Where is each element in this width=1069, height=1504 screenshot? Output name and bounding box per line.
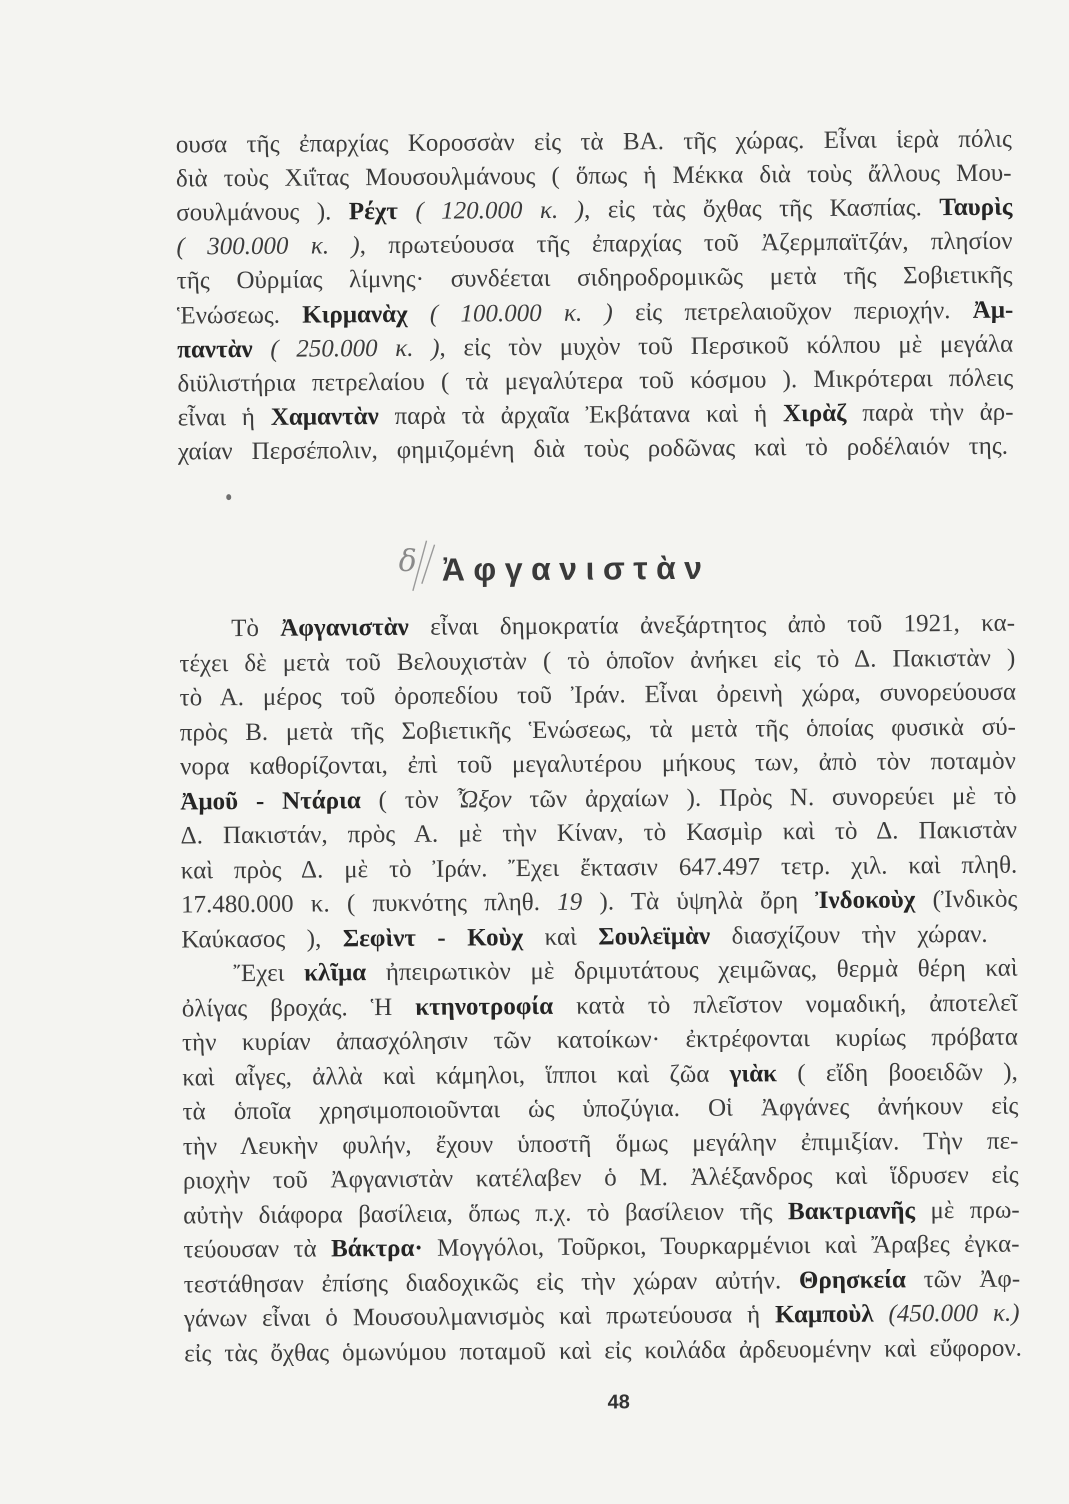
italic-figure: 19 — [557, 888, 583, 916]
text-line — [233, 954, 1017, 989]
text-run: ουσα τῆς ἐπαρχίας Κοροσσὰν εἰς τὰ ΒΑ. τῆς χώρας. Εἶναι ἱερὰ πόλις — [175, 125, 1012, 159]
text-run: διὰ τοὺς Χιΐτας Μουσουλμάνους ( ὅπως ἡ Μέκκα διὰ τοὺς ἄλλους Μου- — [175, 159, 1012, 193]
text-run: , πρωτεύουσα τῆς ἐπαρχίας τοῦ Ἀζερμπαϊτζάν, πλησίον — [359, 227, 1013, 260]
text-line — [183, 1230, 1019, 1266]
text-run: σουλμάνους ). — [176, 198, 349, 227]
text-line — [180, 781, 1016, 817]
bold-term: Κιρμανὰχ — [302, 300, 408, 329]
bold-term: Ἀμοῦ - Ντάρια — [180, 786, 361, 815]
text-run: μὲ πρω- — [914, 1196, 1020, 1224]
text-line — [183, 1161, 1019, 1197]
text-run: νορα καθορίζονται, ἐπὶ τοῦ μεγαλυτέρου μήκους των, ἀπὸ τὸν ποταμὸν — [180, 747, 1016, 781]
text-line — [180, 747, 1016, 783]
bold-term: κτηνοτροφία — [415, 992, 554, 1021]
text-line — [176, 193, 1012, 229]
text-run: τῆς Οὐρμίας λίμνης· συνδέεται σιδηροδρομικῶς μετὰ τῆς Σοβιετικῆς — [176, 262, 1013, 295]
text-run: Ἑνώσεως. — [176, 301, 303, 329]
italic-figure: ( 100.000 κ. ) — [407, 298, 613, 328]
bold-term: Σουλεϊμὰν — [598, 922, 711, 951]
text-line — [176, 227, 1012, 263]
text-run: κατὰ τὸ πλεῖστον νομαδική, ἀποτελεῖ — [553, 989, 1018, 1020]
text-run: ( τὸν — [360, 786, 457, 814]
text-line — [182, 1092, 1018, 1128]
text-run: εἰς πετρελαιοῦχον περιοχήν. — [612, 296, 973, 326]
bold-term: γιὰκ — [729, 1059, 778, 1088]
text-run: 17.480.000 κ. ( πυκνότης πληθ. — [180, 888, 558, 919]
annotation-letter: δ — [398, 543, 417, 579]
text-run: πρὸς Β. μετὰ τῆς Σοβιετικῆς Ἑνώσεως, τὰ μετὰ τῆς ὁποίας φυσικὰ σύ- — [179, 713, 1017, 746]
text-run: τεστάθησαν ἐπίσης διαδοχικῶς εἰς τὴν χώραν αὐτήν. — [183, 1266, 800, 1298]
text-run: παρὰ τὰ ἀρχαῖα Ἐκβάτανα καὶ ἡ — [378, 400, 784, 430]
bold-term: Βάκτρα· — [330, 1234, 423, 1263]
text-line — [184, 1333, 1022, 1369]
text-run: διασχίζουν τὴν χώραν. — [710, 920, 988, 950]
text-run: τὸ Α. μέρος τοῦ ὀροπεδίου τοῦ Ἰράν. Εἶναι ὀρεινὴ χώρα, συνορεύουσα — [179, 678, 1017, 712]
text-run: Ἔχει — [233, 959, 305, 988]
bold-term: Θρησκεία — [798, 1265, 906, 1294]
text-run: τέχει δὲ μετὰ τοῦ Βελουχιστὰν ( τὸ ὁποῖον ἀνήκει εἰς τὸ Δ. Πακιστὰν ) — [179, 644, 1016, 677]
text-run: παρὰ τὴν ἀρ- — [846, 398, 1014, 427]
text-run: γάνων εἶναι ὁ Μουσουλμανισμὸς καὶ πρωτεύουσα ἡ — [183, 1301, 776, 1333]
text-line — [177, 363, 1013, 399]
text-run: καὶ πρὸς Δ. μὲ τὸ Ἰράν. Ἔχει ἔκτασιν 647.497 τετρ. χιλ. καὶ πληθ. — [180, 851, 1018, 884]
italic-figure: (450.000 κ.) — [873, 1299, 1020, 1328]
text-run: χαίαν Περσέπολιν, φημιζομένη διὰ τοὺς ροδῶνας καὶ τὸ ροδέλαιόν της. — [177, 432, 1009, 466]
text-line — [182, 1057, 1018, 1093]
text-line — [180, 678, 1016, 714]
text-run: τῶν Ἀφ- — [905, 1265, 1021, 1293]
bold-term: κλῖμα — [304, 959, 367, 987]
text-run: ριοχὴν τοῦ Ἀφγανιστὰν κατέλαβεν ὁ Μ. Ἀλέξανδρος καὶ ἵδρυσεν εἰς — [182, 1161, 1019, 1195]
text-line — [183, 1126, 1019, 1162]
bold-term: παντὰν — [177, 335, 253, 364]
text-run: ὀλίγας βροχάς. Ἡ — [181, 993, 416, 1022]
text-line — [179, 643, 1015, 679]
text-run: (Ἰνδικὸς — [915, 885, 1018, 914]
text-line — [177, 261, 1013, 297]
bold-term: Ρέχτ — [348, 198, 399, 226]
text-line — [181, 919, 987, 955]
bold-term: Σεφὶντ - Κοὺχ — [342, 923, 524, 952]
text-run: εἶναι δημοκρατία ἀνεξάρτητος ἀπὸ τοῦ 1921, κα- — [408, 609, 1016, 641]
text-line — [177, 295, 1013, 331]
text-run: Καύκασος ), — [181, 924, 343, 953]
text-line — [182, 988, 1018, 1024]
text-run: , εἰς τὸν μυχὸν τοῦ Περσικοῦ κόλπου μὲ μεγάλα — [439, 330, 1014, 362]
bold-term: Ἀφγανιστὰν — [280, 613, 409, 642]
text-line — [184, 1264, 1020, 1300]
text-run: εἰς τὰς ὄχθας ὁμωνύμου ποταμοῦ καὶ εἰς κοιλάδα ἀρδευομένην καὶ εὔφορον. — [184, 1334, 1022, 1367]
bold-term: Ταυρὶς — [939, 193, 1013, 222]
bold-term: Χαμαντὰν — [270, 402, 379, 431]
text-run: εἶναι ἡ — [177, 403, 271, 432]
paragraph — [0, 0, 1064, 466]
text-run: καὶ αἶγες, ἀλλὰ καὶ κάμηλοι, ἵπποι καὶ ζῶα — [182, 1060, 730, 1091]
text-run: τὰ ὁποῖα χρησιμοποιοῦνται ὡς ὑποζύγια. Οἱ Ἀφγάνες ἀνήκουν εἰς — [182, 1092, 1019, 1126]
bold-term: Καμποὺλ — [774, 1300, 874, 1329]
text-run: Τὸ — [231, 614, 281, 643]
text-run: διϋλιστήρια πετρελαίου ( τὰ μεγαλύτερα τοῦ κόσμου ). Μικρότεραι πόλεις — [177, 364, 1014, 398]
text-line — [178, 397, 1014, 433]
text-line — [180, 712, 1016, 748]
text-run: τὴν Λευκὴν φυλήν, ἔχουν ὑποστῆ ὅμως μεγάλην ἐπιμιξίαν. Τὴν πε- — [182, 1127, 1019, 1160]
italic-figure: ( 300.000 κ. ) — [176, 232, 360, 261]
text-line — [181, 850, 1017, 886]
italic-figure: ( 250.000 κ. ) — [252, 334, 440, 363]
text-line — [180, 816, 1016, 852]
bold-term: Χιρὰζ — [782, 399, 847, 428]
handwritten-annotation — [397, 537, 447, 595]
text-run: ἠπειρωτικὸν μὲ δριμυτάτους χειμῶνας, θερμὰ θέρη καὶ — [366, 954, 1018, 987]
text-line — [177, 329, 1013, 365]
text-line — [183, 1195, 1019, 1231]
bold-term: Ἰνδοκοὺχ — [815, 886, 916, 915]
text-run: Δ. Πακιστάν, πρὸς Α. μὲ τὴν Κίναν, τὸ Κασμὶρ καὶ τὸ Δ. Πακιστὰν — [180, 816, 1018, 850]
text-line — [176, 159, 1012, 195]
text-line — [184, 1299, 1020, 1335]
text-run: αὐτὴν διάφορα βασίλεια, ὅπως π.χ. τὸ βασίλειον τῆς — [183, 1197, 789, 1229]
text-run: τῶν ἀρχαίων ). Πρὸς Ν. συνορεύει μὲ τὸ — [511, 782, 1017, 813]
section-title: Ἀφγανιστὰν — [441, 549, 711, 588]
text-run: καὶ — [523, 923, 599, 951]
text-line — [181, 885, 1017, 921]
italic-figure: ( 120.000 κ. ) — [397, 196, 585, 226]
text-line — [178, 432, 1008, 468]
text-line — [231, 609, 1015, 644]
text-line — [182, 1023, 1018, 1059]
ink-speck — [226, 494, 231, 500]
text-run: ( εἴδη βοοειδῶν ), — [776, 1058, 1018, 1087]
italic-figure: Ὦξον — [456, 785, 512, 814]
text-run: , εἰς τὰς ὄχθας τῆς Κασπίας. — [583, 194, 940, 224]
text-run: τεύουσαν τὰ — [183, 1235, 332, 1264]
text-run: τὴν κυρίαν ἀπασχόλησιν τῶν κατοίκων· ἐκτρέφονται κυρίως πρόβατα — [181, 1023, 1019, 1057]
bold-term: Βακτριανῆς — [787, 1196, 916, 1225]
text-line — [176, 125, 1012, 161]
bold-term: Ἀμ- — [972, 296, 1014, 324]
text-run: Μογγόλοι, Τοῦρκοι, Τουρκαρμένιοι καὶ Ἄραβες ἐγκα- — [422, 1230, 1020, 1262]
text-run: ). Τὰ ὑψηλὰ ὄρη — [582, 887, 816, 916]
page-number: 48 — [607, 1391, 630, 1414]
